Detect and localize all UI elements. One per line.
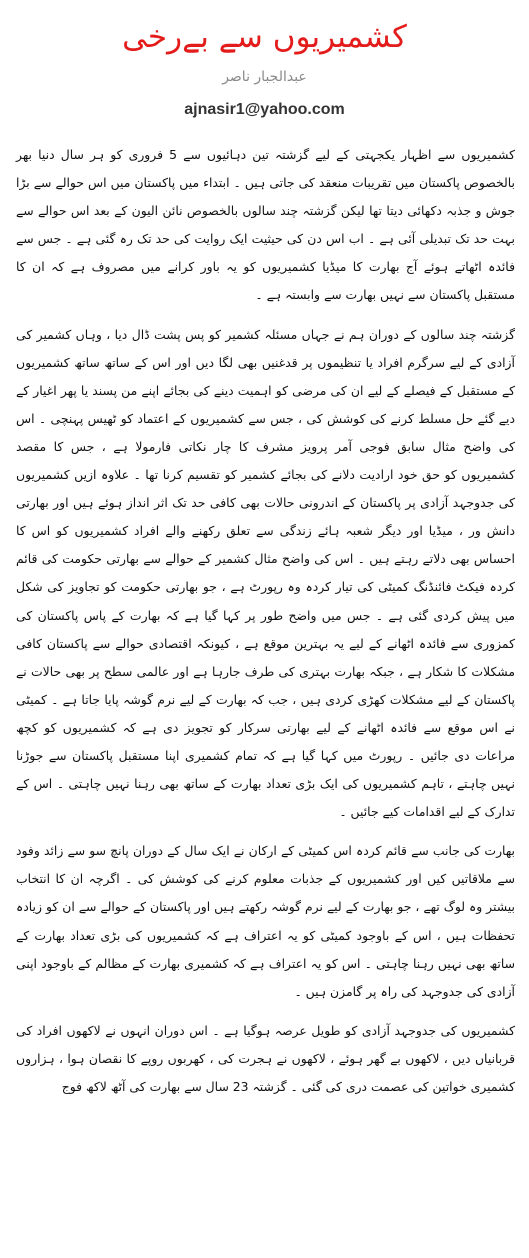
paragraph: کشمیریوں سے اظہار یکجہتی کے لیے گزشتہ تین دہائیوں سے 5 فروری کو ہر سال دنیا بھر بالخصوص پاکستان میں تقریبات منعقد کی جاتی ہیں ۔ ابتداء میں پاکستان میں اس حوالے سے بڑا جوش و جذبہ دکھائی دیتا تھا لیکن گزشتہ چند سالوں بالخصوص نائن الیون کے بعد اس حوالے سے بہت حد تک تبدیلی آئی ہے ۔ اب اس دن کی حیثیت ایک روایت کی حد تک رہ گئی ہے ۔ جس سے فائدہ اٹھاتے ہوئے آج بھارت کا میڈیا کشمیریوں کو یہ باور کرانے میں مصروف ہے کہ ان کا مستقبل پاکستان سے نہیں بھارت سے وابستہ ہے ۔ xyxy=(16,147,516,303)
article-body xyxy=(16,141,515,1101)
paragraph: بھارت کی جانب سے قائم کردہ اس کمیٹی کے ارکان نے ایک سال کے دوران پانچ سو سے زائد وفود سے ملاقاتیں کیں اور کشمیریوں کے جذبات معلوم کرنے کی کوشش کی ۔ اگرچہ ان کا انتخاب بیشتر وہ لوگ تھے ، جو بھارت کے لیے نرم گوشہ رکھتے ہیں اور پاکستان کے حوالے سے ان کو زیادہ تحفظات ہیں ، اس کے باوجود کمیٹی کو یہ اعتراف ہے کہ کشمیریوں کی بڑی تعداد بھارت کے ساتھ بھی نہیں رہنا چاہتی ۔ اس کو یہ اعتراف ہے کہ کشمیری بھارت کے مظالم کے باوجود اپنی آزادی کی جدوجہد کی راہ پر گامزن ہیں ۔ xyxy=(16,843,515,999)
article-title: کشمیریوں سے بےرخی xyxy=(122,19,407,55)
paragraph: گزشتہ چند سالوں کے دوران ہم نے جہاں مسئلہ کشمیر کو پس پشت ڈال دیا ، وہاں کشمیر کی آزادی کے لیے سرگرم افراد یا تنظیموں پر قدغنیں بھی لگا دیں اور اس کے ساتھ ساتھ کشمیریوں کے مستقبل کے فیصلے کے لیے ان کی مرضی کو اہمیت دینے کی بجائے اپنے من پسند یا پھر اغیار کے دیے گئے حل مسلط کرنے کی کوشش کی ، جس سے کشمیریوں کے اعتماد کو ٹھیس پہنچی ۔ اس کی واضح مثال سابق فوجی آمر پرویز مشرف کا چار نکاتی فارمولا ہے ، جس کا مقصد کشمیریوں کو حق خود ارادیت دلانے کی بجائے کشمیر کو تقسیم کرنا تھا ۔ علاوہ ازیں کشمیریوں کی جدوجہد آزادی پر پاکستان کے اندرونی حالات بھی کافی حد تک اثر انداز ہوئے ہیں اور بھارتی دانش ور ، میڈیا اور دیگر شعبہ ہائے زندگی سے تعلق رکھنے والے افراد کشمیریوں کو اس کا احساس بھی دلاتے رہتے ہیں ۔ اس کی واضح مثال کشمیر کے حوالے سے بھارتی حکومت کی قائم کردہ فیکٹ فائنڈنگ کمیٹی کی تیار کردہ وہ رپورٹ ہے ، جو بھارتی حکومت کو تجاویز کی شکل میں پیش کردی گئی ہے ۔ جس میں واضح طور پر کہا گیا ہے کہ بھارت کے پاس پاکستان کی کمزوری سے فائدہ اٹھانے کے لیے یہ بہترین موقع ہے ، کیونکہ اقتصادی حوالے سے پاکستان کافی مشکلات کا شکار ہے ، جبکہ بھارت بہتری کی طرف جارہا ہے اور عالمی سطح پر بھی حالات نے پاکستان کے لیے مشکلات کھڑی کردی ہیں ، جب کہ بھارت کے لیے نرم گوشہ پایا جاتا ہے ۔ کمیٹی نے اس موقع سے فائدہ اٹھانے کے لیے بھارتی سرکار کو تجویز دی ہے کہ کشمیریوں کو کچھ مراعات دی جائیں ۔ رپورٹ میں کہا گیا ہے کہ تمام کشمیری اپنا مستقبل پاکستان سے جوڑنا نہیں چاہتے ، تاہم کشمیریوں کی ایک بڑی تعداد بھارت کے ساتھ بھی رہنا نہیں چاہتی ۔ اس کے تدارک کے لیے اقدامات کیے جائیں ۔ xyxy=(16,326,515,820)
author-email: ajnasir1@yahoo.com xyxy=(184,101,345,118)
paragraph: کشمیریوں کی جدوجہد آزادی کو طویل عرصہ ہوگیا ہے ۔ اس دوران انہوں نے لاکھوں افراد کی قربانیاں دیں ، لاکھوں بے گھر ہوئے ، لاکھوں نے ہجرت کی ، کھربوں روپے کا نقصان ہوا ، ہزاروں کشمیری خواتین کی عصمت دری کی گئی ۔ گزشتہ 23 سال سے بھارت کی آٹھ لاکھ فوج xyxy=(16,1022,515,1094)
author-name: عبدالجبار ناصر xyxy=(222,69,307,85)
